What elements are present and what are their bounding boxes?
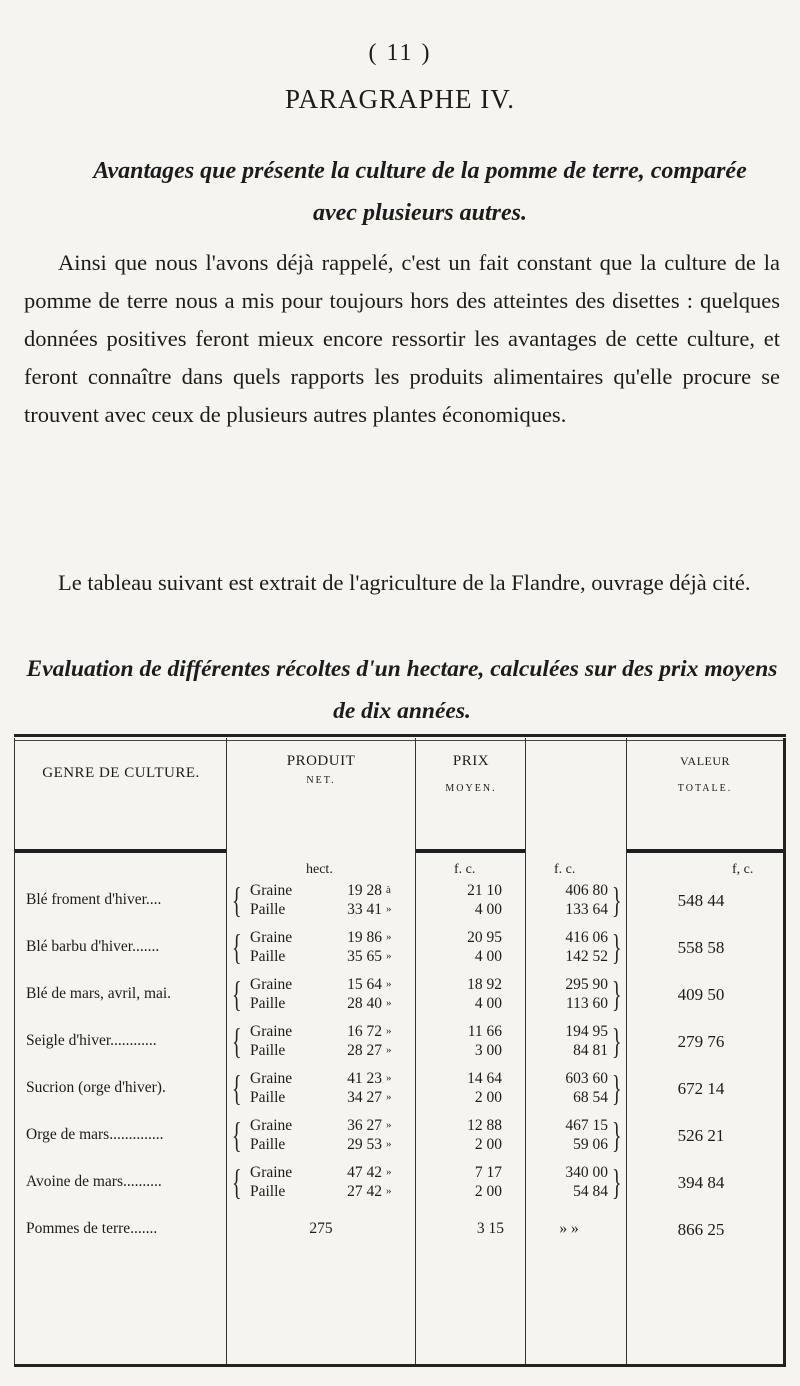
prix-values [432,1022,502,1060]
table-row [14,973,786,1019]
crop-name: Avoine de mars.......... [26,1173,162,1190]
table-row [14,1161,786,1207]
table-row-pommes-de-terre [14,1208,786,1254]
table-caption: Evaluation de différentes récoltes d'un hectare, calculées sur des prix moyens de dix années. [26,656,778,724]
crop-name: Blé de mars, avril, mai. [26,985,172,1002]
table-row [14,1020,786,1066]
ditto-marks [386,1022,392,1060]
header-genre: GENRE DE CULTURE. [42,765,200,781]
ditto-1: à [386,884,391,896]
product-labels [250,1069,292,1107]
paille-prix: 3 00 [474,1042,502,1059]
left-brace: { [232,1115,242,1155]
crop-name: Blé froment d'hiver.... [26,891,162,908]
paille-produit: 35 65 [347,948,382,965]
graine-prix: 14 64 [467,1070,502,1087]
graine-label: Graine [250,882,293,899]
paille-valeur: 54 84 [573,1183,608,1200]
graine-prix: 7 17 [474,1164,502,1181]
paille-prix: 2 00 [474,1136,502,1153]
table-row [14,926,786,972]
product-labels [250,881,292,919]
ditto-2: » [386,1185,392,1197]
prix-value: 3 15 [476,1220,504,1237]
left-brace: { [232,880,242,920]
graine-produit: 41 23 [347,1070,382,1087]
produit-values [322,1069,382,1107]
product-labels [250,1163,292,1201]
header-rule-1 [14,849,226,853]
paille-produit: 27 42 [347,1183,382,1200]
total-value: 866 25 [677,1220,725,1239]
crop-name: Pommes de terre....... [26,1220,158,1237]
paragraph-2: Le tableau suivant est extrait de l'agriculture de la Flandre, ouvrage déjà cité. [58,570,751,595]
graine-prix: 11 66 [467,1023,502,1040]
paille-label: Paille [250,1136,286,1153]
paille-prix: 4 00 [474,948,502,965]
table-row [14,879,786,925]
page-number: ( 11 ) [368,40,432,66]
graine-prix: 12 88 [467,1117,502,1134]
graine-produit: 16 72 [347,1023,382,1040]
unit-totale: f, c. [732,862,754,877]
ditto-marks [386,1069,392,1107]
section-subtitle: Avantages que présente la culture de la pomme de terre, comparée avec plusieurs autres. [93,158,747,226]
table-row [14,1067,786,1113]
left-brace: { [232,974,242,1014]
total-value: 672 14 [677,1079,725,1098]
header-produit-sub: NET. [306,775,336,786]
header-rule-3 [415,849,525,853]
produit-values [322,1022,382,1060]
ditto-2: » [386,1138,392,1150]
ditto-marks [386,1116,392,1154]
valeur-value: » » [559,1220,579,1237]
paille-label: Paille [250,948,286,965]
header-rule-5 [626,849,786,853]
graine-produit: 19 28 [347,882,382,899]
ditto-2: » [386,997,392,1009]
graine-valeur: 194 95 [565,1023,608,1040]
valeur-values [530,1163,608,1201]
graine-valeur: 467 15 [565,1117,608,1134]
table-row [14,1114,786,1160]
crop-name: Seigle d'hiver............ [26,1032,157,1049]
ditto-2: » [386,1044,392,1056]
ditto-marks [386,928,392,966]
right-brace: } [612,1115,622,1155]
paille-produit: 29 53 [347,1136,382,1153]
right-brace: } [612,1021,622,1061]
unit-hectolitre: hect. [306,862,333,877]
header-valeur-label: VALEUR [679,754,731,768]
paille-valeur: 84 81 [573,1042,608,1059]
right-brace: } [612,880,622,920]
ditto-marks [386,975,392,1013]
paille-label: Paille [250,1042,286,1059]
ditto-2: » [386,1091,392,1103]
paille-valeur: 133 64 [565,901,608,918]
header-prix-sub: MOYEN. [445,783,497,794]
crop-valuation-table [14,734,788,1372]
right-brace: } [612,1162,622,1202]
total-value: 394 84 [677,1173,725,1192]
graine-prix: 20 95 [467,929,502,946]
product-labels [250,1116,292,1154]
produit-value: 275 [309,1220,333,1237]
unit-valeur: f. c. [554,862,576,877]
ditto-2: » [386,903,392,915]
prix-values [432,1116,502,1154]
graine-valeur: 406 80 [565,882,608,899]
header-prix-label: PRIX [452,753,490,769]
total-value: 409 50 [677,985,725,1004]
paille-label: Paille [250,995,286,1012]
graine-label: Graine [250,1164,293,1181]
header-produit-label: PRODUIT [286,753,356,769]
product-labels [250,1022,292,1060]
ditto-1: » [386,1119,392,1131]
header-valeur-sub: TOTALE. [677,783,733,794]
valeur-values [530,975,608,1013]
produit-values [322,928,382,966]
ditto-1: » [386,978,392,990]
graine-label: Graine [250,929,293,946]
prix-values [432,881,502,919]
header-produit [228,752,414,790]
table-bottom-rule [14,1364,786,1367]
total-value: 548 44 [677,891,725,910]
produit-values [322,1163,382,1201]
graine-valeur: 603 60 [565,1070,608,1087]
right-brace: } [612,1068,622,1108]
graine-produit: 36 27 [347,1117,382,1134]
paille-prix: 4 00 [474,901,502,918]
ditto-marks [386,1163,392,1201]
crop-name: Sucrion (orge d'hiver). [26,1079,166,1096]
total-value: 558 58 [677,938,725,957]
header-valeur [628,752,782,798]
section-heading: PARAGRAPHE IV. [284,84,516,114]
paille-produit: 28 27 [347,1042,382,1059]
prix-values [432,1163,502,1201]
right-brace: } [612,927,622,967]
paille-valeur: 113 60 [565,995,608,1012]
paille-produit: 33 41 [347,901,382,918]
graine-label: Graine [250,1117,293,1134]
right-brace: } [612,974,622,1014]
graine-label: Graine [250,1070,293,1087]
crop-name: Blé barbu d'hiver....... [26,938,160,955]
valeur-values [530,928,608,966]
product-labels [250,975,292,1013]
paragraph-1: Ainsi que nous l'avons déjà rappelé, c'est un fait constant que la culture de la pomme de terre nous a mis pour toujours hors des atteintes des disettes : quelques données positives feront mieux encore ressortir les avantages de cette culture, et feront connaître dans quels rapports les produits alimentaires qu'elle procure se trouvent avec ceux de plusieurs autres plantes économiques. [24,250,780,427]
total-value: 279 76 [677,1032,725,1051]
paille-valeur: 59 06 [573,1136,608,1153]
prix-values [432,928,502,966]
produit-values [322,881,382,919]
ditto-2: » [386,950,392,962]
graine-produit: 47 42 [347,1164,382,1181]
product-labels [250,928,292,966]
paille-prix: 2 00 [474,1183,502,1200]
paille-produit: 28 40 [347,995,382,1012]
paille-prix: 2 00 [474,1089,502,1106]
graine-valeur: 340 00 [565,1164,608,1181]
produit-values [322,1116,382,1154]
graine-label: Graine [250,1023,293,1040]
paille-prix: 4 00 [474,995,502,1012]
left-brace: { [232,1162,242,1202]
total-value: 526 21 [677,1126,725,1145]
paille-label: Paille [250,1089,286,1106]
prix-values [432,975,502,1013]
prix-values [432,1069,502,1107]
valeur-values [530,881,608,919]
crop-name: Orge de mars.............. [26,1126,164,1143]
graine-prix: 21 10 [467,882,502,899]
graine-produit: 15 64 [347,976,382,993]
ditto-1: » [386,1025,392,1037]
ditto-marks [386,881,392,919]
graine-valeur: 416 06 [565,929,608,946]
ditto-1: » [386,931,392,943]
valeur-values [530,1022,608,1060]
graine-produit: 19 86 [347,929,382,946]
valeur-values [530,1116,608,1154]
ditto-1: » [386,1166,392,1178]
paille-label: Paille [250,1183,286,1200]
graine-valeur: 295 90 [565,976,608,993]
produit-values [322,975,382,1013]
unit-prix: f. c. [454,862,476,877]
paille-produit: 34 27 [347,1089,382,1106]
left-brace: { [232,1068,242,1108]
paille-valeur: 142 52 [565,948,608,965]
paille-label: Paille [250,901,286,918]
table-top-rule-inner [14,740,786,741]
ditto-1: » [386,1072,392,1084]
left-brace: { [232,927,242,967]
left-brace: { [232,1021,242,1061]
paille-valeur: 68 54 [573,1089,608,1106]
header-prix [417,752,525,798]
valeur-values [530,1069,608,1107]
graine-label: Graine [250,976,293,993]
table-top-rule [14,734,786,737]
graine-prix: 18 92 [467,976,502,993]
